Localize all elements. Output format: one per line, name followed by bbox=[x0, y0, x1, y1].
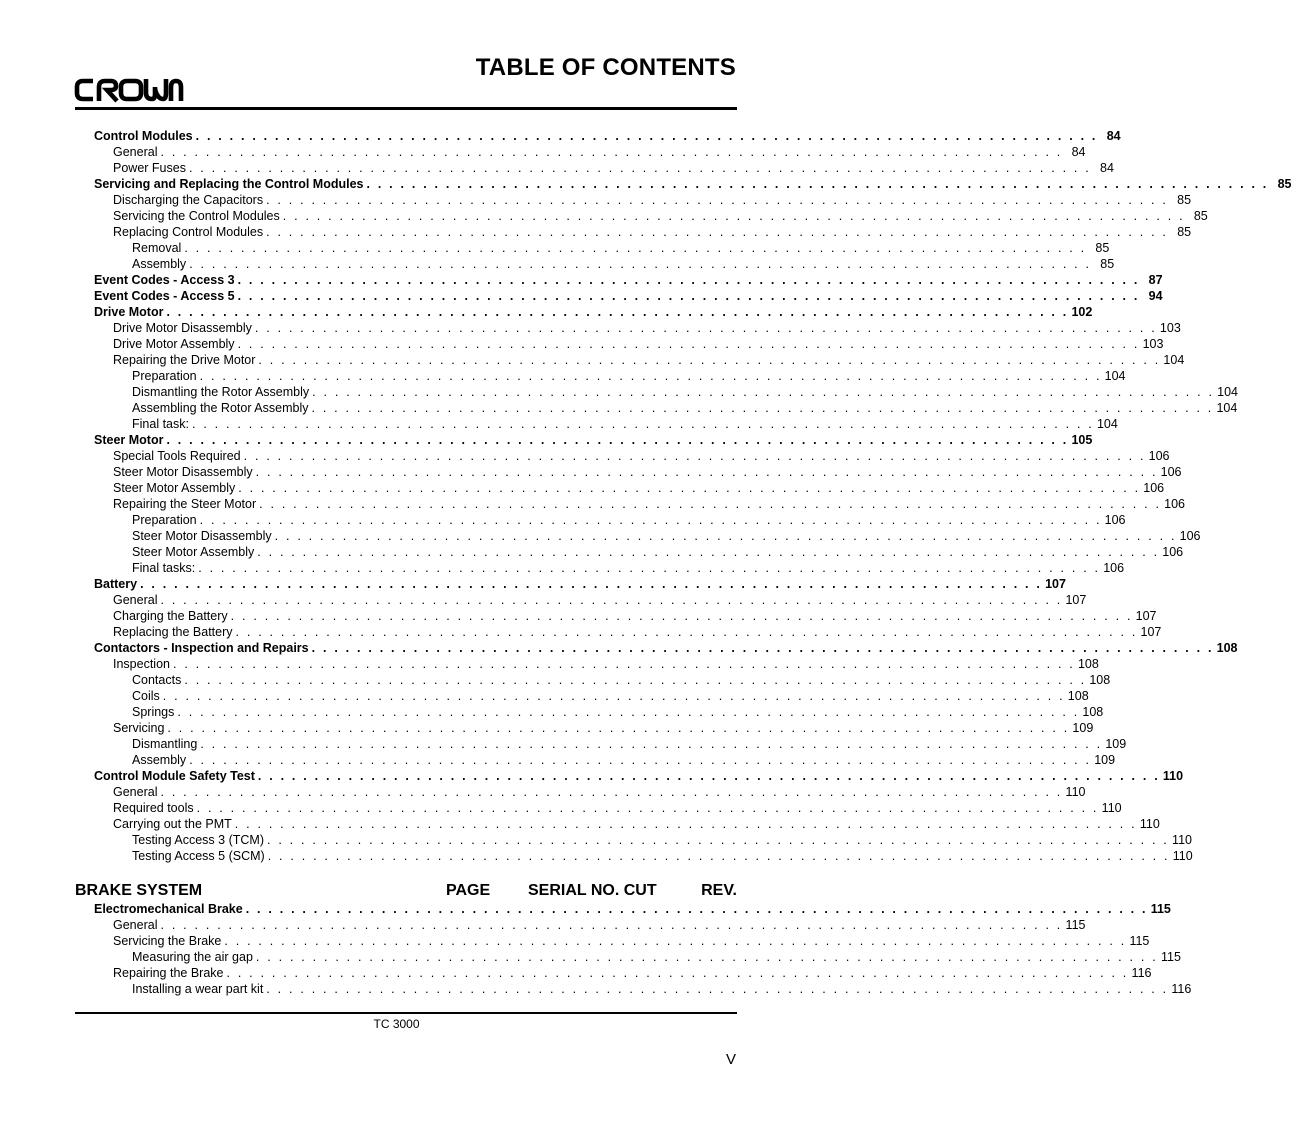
toc-entry-page: 103 bbox=[1142, 337, 1164, 351]
toc-entry[interactable] bbox=[94, 400, 1238, 416]
toc-entry-title: Event Codes - Access 3 bbox=[94, 273, 235, 287]
toc-entry-page: 104 bbox=[1096, 417, 1118, 431]
dot-leader: . . . . . . . . . . . . . . . . . . . . . . . . . . . . . . . . . . . . . . . . . . . . . . . . . . . . . . . . . . . . . . . . . . . . . . . . . . . . . . . . bbox=[160, 145, 1063, 159]
toc-entry-title: Coils bbox=[132, 689, 160, 703]
dot-leader: . . . . . . . . . . . . . . . . . . . . . . . . . . . . . . . . . . . . . . . . . . . . . . . . . . . . . . . . . . . . . . . . . . . . . . . . . . . . . . . . bbox=[235, 625, 1138, 639]
toc-entry[interactable] bbox=[94, 800, 1122, 816]
dot-leader: . . . . . . . . . . . . . . . . . . . . . . . . . . . . . . . . . . . . . . . . . . . . . . . . . . . . . . . . . . . . . . . . . . . . . . . . . . . . . . . . bbox=[257, 545, 1160, 559]
toc-entry-title: Assembly bbox=[132, 753, 187, 767]
toc-entry-title: Springs bbox=[132, 705, 175, 719]
toc-entry-page: 116 bbox=[1171, 982, 1192, 996]
dot-leader: . . . . . . . . . . . . . . . . . . . . . . . . . . . . . . . . . . . . . . . . . . . . . . . . . . . . . . . . . . . . . . . . . . . . . . . . . . . . . . . . bbox=[184, 241, 1087, 255]
dot-leader: . . . . . . . . . . . . . . . . . . . . . . . . . . . . . . . . . . . . . . . . . . . . . . . . . . . . . . . . . . . . . . . . . . . . . . . . . . . . . . . . bbox=[237, 289, 1140, 303]
toc-entry[interactable] bbox=[94, 432, 1093, 448]
dot-leader: . . . . . . . . . . . . . . . . . . . . . . . . . . . . . . . . . . . . . . . . . . . . . . . . . . . . . . . . . . . . . . . . . . . . . . . . . . . . . . . . bbox=[160, 918, 1063, 932]
dot-leader: . . . . . . . . . . . . . . . . . . . . . . . . . . . . . . . . . . . . . . . . . . . . . . . . . . . . . . . . . . . . . . . . . . . . . . . . . . . . . . . . bbox=[267, 849, 1170, 863]
toc-entry[interactable] bbox=[94, 965, 1152, 981]
toc-entry-page: 105 bbox=[1071, 433, 1093, 447]
toc-entry-page: 116 bbox=[1131, 966, 1152, 980]
toc-entry-title: Assembly bbox=[132, 257, 187, 271]
toc-entry-title: Charging the Battery bbox=[113, 609, 228, 623]
toc-entry-title: Required tools bbox=[113, 801, 194, 815]
toc-entry[interactable] bbox=[94, 608, 1157, 624]
toc-entry-page: 106 bbox=[1162, 545, 1184, 559]
toc-entry-title: Repairing the Drive Motor bbox=[113, 353, 256, 367]
dot-leader: . . . . . . . . . . . . . . . . . . . . . . . . . . . . . . . . . . . . . . . . . . . . . . . . . . . . . . . . . . . . . . . . . . . . . . . . . . . . . . . . bbox=[160, 593, 1063, 607]
toc-entry-title: Electromechanical Brake bbox=[94, 902, 243, 916]
toc-entry[interactable] bbox=[94, 656, 1099, 672]
toc-entry-page: 102 bbox=[1071, 305, 1093, 319]
toc-entry[interactable] bbox=[94, 576, 1066, 592]
header-rule bbox=[75, 107, 737, 110]
toc-entry-page: 108 bbox=[1089, 673, 1111, 687]
toc-entry[interactable] bbox=[94, 368, 1126, 384]
dot-leader: . . . . . . . . . . . . . . . . . . . . . . . . . . . . . . . . . . . . . . . . . . . . . . . . . . . . . . . . . . . . . . . . . . . . . . . . . . . . . . . . bbox=[224, 934, 1127, 948]
toc-entry-title: Installing a wear part kit bbox=[132, 982, 264, 996]
toc-entry[interactable] bbox=[94, 240, 1110, 256]
toc-entry-title: Replacing Control Modules bbox=[113, 225, 264, 239]
dot-leader: . . . . . . . . . . . . . . . . . . . . . . . . . . . . . . . . . . . . . . . . . . . . . . . . . . . . . . . . . . . . . . . . . . . . . . . . . . . . . . . . bbox=[196, 801, 1099, 815]
dot-leader: . . . . . . . . . . . . . . . . . . . . . . . . . . . . . . . . . . . . . . . . . . . . . . . . . . . . . . . . . . . . . . . . . . . . . . . . . . . . . . . . bbox=[189, 257, 1092, 271]
toc-entry-title: General bbox=[113, 593, 158, 607]
toc-entry[interactable] bbox=[94, 272, 1163, 288]
toc-entry-title: Preparation bbox=[132, 369, 197, 383]
toc-entry-page: 109 bbox=[1072, 721, 1094, 735]
dot-leader: . . . . . . . . . . . . . . . . . . . . . . . . . . . . . . . . . . . . . . . . . . . . . . . . . . . . . . . . . . . . . . . . . . . . . . . . . . . . . . . . bbox=[266, 225, 1169, 239]
footer-model: TC 3000 bbox=[373, 1017, 420, 1031]
toc-entry-title: Inspection bbox=[113, 657, 170, 671]
toc-entry[interactable] bbox=[94, 528, 1201, 544]
dot-leader: . . . . . . . . . . . . . . . . . . . . . . . . . . . . . . . . . . . . . . . . . . . . . . . . . . . . . . . . . . . . . . . . . . . . . . . . . . . . . . . . bbox=[160, 785, 1063, 799]
toc-entry-page: 87 bbox=[1148, 273, 1163, 287]
toc-entry-title: Drive Motor Assembly bbox=[113, 337, 235, 351]
toc-entry[interactable] bbox=[94, 416, 1118, 432]
toc-entry-page: 85 bbox=[1177, 225, 1192, 239]
dot-leader: . . . . . . . . . . . . . . . . . . . . . . . . . . . . . . . . . . . . . . . . . . . . . . . . . . . . . . . . . . . . . . . . . . . . . . . . . . . . . . . . bbox=[255, 465, 1158, 479]
toc-entry-title: Battery bbox=[94, 577, 138, 591]
crown-logo bbox=[74, 76, 184, 104]
page-number: V bbox=[725, 1051, 736, 1068]
toc-entry-title: General bbox=[113, 145, 158, 159]
toc-entry-title: Dismantling bbox=[132, 737, 198, 751]
toc-entry-page: 110 bbox=[1172, 849, 1193, 863]
toc-entry[interactable] bbox=[94, 304, 1093, 320]
toc-entry-title: Removal bbox=[132, 241, 182, 255]
toc-entry-page: 107 bbox=[1135, 609, 1157, 623]
toc-entry[interactable] bbox=[94, 256, 1115, 272]
toc-entry[interactable] bbox=[94, 208, 1208, 224]
dot-leader: . . . . . . . . . . . . . . . . . . . . . . . . . . . . . . . . . . . . . . . . . . . . . . . . . . . . . . . . . . . . . . . . . . . . . . . . . . . . . . . . bbox=[257, 769, 1160, 783]
page-column-label: PAGE bbox=[446, 882, 491, 899]
dot-leader: . . . . . . . . . . . . . . . . . . . . . . . . . . . . . . . . . . . . . . . . . . . . . . . . . . . . . . . . . . . . . . . . . . . . . . . . . . . . . . . . bbox=[189, 753, 1092, 767]
toc-entry-title: Testing Access 3 (TCM) bbox=[132, 833, 264, 847]
toc-entry-title: Servicing the Brake bbox=[113, 934, 222, 948]
toc-entry-title: Repairing the Brake bbox=[113, 966, 224, 980]
toc-entry-page: 106 bbox=[1104, 513, 1126, 527]
toc-entry[interactable] bbox=[94, 448, 1170, 464]
toc-entry-page: 115 bbox=[1129, 934, 1150, 948]
toc-entry[interactable] bbox=[94, 192, 1192, 208]
toc-entry-page: 108 bbox=[1216, 641, 1238, 655]
toc-entry-page: 106 bbox=[1143, 481, 1165, 495]
toc-entry-title: Servicing bbox=[113, 721, 165, 735]
dot-leader: . . . . . . . . . . . . . . . . . . . . . . . . . . . . . . . . . . . . . . . . . . . . . . . . . . . . . . . . . . . . . . . . . . . . . . . . . . . . . . . . bbox=[237, 337, 1140, 351]
dot-leader: . . . . . . . . . . . . . . . . . . . . . . . . . . . . . . . . . . . . . . . . . . . . . . . . . . . . . . . . . . . . . . . . . . . . . . . . . . . . . . . . bbox=[167, 721, 1070, 735]
toc-entry-page: 85 bbox=[1100, 257, 1115, 271]
dot-leader: . . . . . . . . . . . . . . . . . . . . . . . . . . . . . . . . . . . . . . . . . . . . . . . . . . . . . . . . . . . . . . . . . . . . . . . . . . . . . . . . bbox=[172, 657, 1075, 671]
toc-entry[interactable] bbox=[94, 496, 1185, 512]
toc-entry-page: 85 bbox=[1193, 209, 1208, 223]
dot-leader: . . . . . . . . . . . . . . . . . . . . . . . . . . . . . . . . . . . . . . . . . . . . . . . . . . . . . . . . . . . . . . . . . . . . . . . . . . . . . . . . bbox=[312, 385, 1215, 399]
dot-leader: . . . . . . . . . . . . . . . . . . . . . . . . . . . . . . . . . . . . . . . . . . . . . . . . . . . . . . . . . . . . . . . . . . . . . . . . . . . . . . . . bbox=[266, 982, 1169, 996]
toc-entry-page: 84 bbox=[1071, 145, 1086, 159]
dot-leader: . . . . . . . . . . . . . . . . . . . . . . . . . . . . . . . . . . . . . . . . . . . . . . . . . . . . . . . . . . . . . . . . . . . . . . . . . . . . . . . . bbox=[184, 673, 1087, 687]
table-of-contents bbox=[94, 128, 1291, 864]
toc-entry-title: Assembling the Rotor Assembly bbox=[132, 401, 309, 415]
toc-entry-title: Discharging the Capacitors bbox=[113, 193, 264, 207]
toc-entry[interactable] bbox=[94, 704, 1104, 720]
toc-entry-page: 106 bbox=[1179, 529, 1201, 543]
dot-leader: . . . . . . . . . . . . . . . . . . . . . . . . . . . . . . . . . . . . . . . . . . . . . . . . . . . . . . . . . . . . . . . . . . . . . . . . . . . . . . . . bbox=[366, 177, 1269, 191]
toc-entry[interactable] bbox=[94, 981, 1192, 997]
toc-entry[interactable] bbox=[94, 901, 1171, 917]
toc-entry[interactable] bbox=[94, 784, 1086, 800]
dot-leader: . . . . . . . . . . . . . . . . . . . . . . . . . . . . . . . . . . . . . . . . . . . . . . . . . . . . . . . . . . . . . . . . . . . . . . . . . . . . . . . . bbox=[166, 305, 1069, 319]
toc-entry-page: 85 bbox=[1277, 177, 1291, 191]
toc-entry[interactable] bbox=[94, 816, 1160, 832]
dot-leader: . . . . . . . . . . . . . . . . . . . . . . . . . . . . . . . . . . . . . . . . . . . . . . . . . . . . . . . . . . . . . . . . . . . . . . . . . . . . . . . . bbox=[199, 513, 1102, 527]
toc-entry-title: Measuring the air gap bbox=[132, 950, 253, 964]
toc-entry[interactable] bbox=[94, 768, 1184, 784]
dot-leader: . . . . . . . . . . . . . . . . . . . . . . . . . . . . . . . . . . . . . . . . . . . . . . . . . . . . . . . . . . . . . . . . . . . . . . . . . . . . . . . . bbox=[258, 353, 1161, 367]
dot-leader: . . . . . . . . . . . . . . . . . . . . . . . . . . . . . . . . . . . . . . . . . . . . . . . . . . . . . . . . . . . . . . . . . . . . . . . . . . . . . . . . bbox=[195, 129, 1098, 143]
toc-entry[interactable] bbox=[94, 560, 1125, 576]
dot-leader: . . . . . . . . . . . . . . . . . . . . . . . . . . . . . . . . . . . . . . . . . . . . . . . . . . . . . . . . . . . . . . . . . . . . . . . . . . . . . . . . bbox=[162, 689, 1065, 703]
dot-leader: . . . . . . . . . . . . . . . . . . . . . . . . . . . . . . . . . . . . . . . . . . . . . . . . . . . . . . . . . . . . . . . . . . . . . . . . . . . . . . . . bbox=[198, 561, 1101, 575]
toc-entry-page: 110 bbox=[1101, 801, 1122, 815]
toc-entry[interactable] bbox=[94, 352, 1185, 368]
toc-entry-page: 110 bbox=[1065, 785, 1086, 799]
toc-entry-title: Replacing the Battery bbox=[113, 625, 233, 639]
toc-entry-page: 104 bbox=[1104, 369, 1126, 383]
toc-entry-title: Preparation bbox=[132, 513, 197, 527]
dot-leader: . . . . . . . . . . . . . . . . . . . . . . . . . . . . . . . . . . . . . . . . . . . . . . . . . . . . . . . . . . . . . . . . . . . . . . . . . . . . . . . . bbox=[226, 966, 1129, 980]
toc-entry-page: 110 bbox=[1139, 817, 1160, 831]
toc-entry-page: 110 bbox=[1172, 833, 1192, 847]
section-title: BRAKE SYSTEM bbox=[75, 882, 203, 899]
toc-entry-page: 85 bbox=[1177, 193, 1192, 207]
toc-entry[interactable] bbox=[94, 592, 1087, 608]
toc-entry-title: Contactors - Inspection and Repairs bbox=[94, 641, 309, 655]
toc-entry[interactable] bbox=[94, 464, 1182, 480]
dot-leader: . . . . . . . . . . . . . . . . . . . . . . . . . . . . . . . . . . . . . . . . . . . . . . . . . . . . . . . . . . . . . . . . . . . . . . . . . . . . . . . . bbox=[166, 433, 1069, 447]
toc-entry[interactable] bbox=[94, 336, 1164, 352]
dot-leader: . . . . . . . . . . . . . . . . . . . . . . . . . . . . . . . . . . . . . . . . . . . . . . . . . . . . . . . . . . . . . . . . . . . . . . . . . . . . . . . . bbox=[245, 902, 1148, 916]
toc-entry[interactable] bbox=[94, 933, 1150, 949]
toc-entry-title: General bbox=[113, 785, 158, 799]
dot-leader: . . . . . . . . . . . . . . . . . . . . . . . . . . . . . . . . . . . . . . . . . . . . . . . . . . . . . . . . . . . . . . . . . . . . . . . . . . . . . . . . bbox=[177, 705, 1080, 719]
toc-entry[interactable] bbox=[94, 688, 1089, 704]
toc-entry[interactable] bbox=[94, 160, 1114, 176]
toc-entry-page: 94 bbox=[1148, 289, 1163, 303]
toc-entry-page: 84 bbox=[1106, 129, 1121, 143]
toc-entry[interactable] bbox=[94, 288, 1163, 304]
toc-entry[interactable] bbox=[94, 384, 1239, 400]
toc-entry-page: 107 bbox=[1045, 577, 1066, 591]
dot-leader: . . . . . . . . . . . . . . . . . . . . . . . . . . . . . . . . . . . . . . . . . . . . . . . . . . . . . . . . . . . . . . . . . . . . . . . . . . . . . . . . bbox=[255, 950, 1158, 964]
toc-entry-title: Dismantling the Rotor Assembly bbox=[132, 385, 310, 399]
toc-entry[interactable] bbox=[94, 224, 1192, 240]
toc-entry[interactable] bbox=[94, 736, 1127, 752]
toc-entry-page: 115 bbox=[1160, 950, 1181, 964]
toc-entry-page: 108 bbox=[1067, 689, 1089, 703]
toc-entry-title: Carrying out the PMT bbox=[113, 817, 232, 831]
toc-entry-title: Control Module Safety Test bbox=[94, 769, 255, 783]
toc-entry-title: Final tasks: bbox=[132, 561, 196, 575]
toc-entry-page: 109 bbox=[1094, 753, 1116, 767]
dot-leader: . . . . . . . . . . . . . . . . . . . . . . . . . . . . . . . . . . . . . . . . . . . . . . . . . . . . . . . . . . . . . . . . . . . . . . . . . . . . . . . . bbox=[311, 641, 1214, 655]
toc-entry-title: Drive Motor Disassembly bbox=[113, 321, 252, 335]
toc-entry-page: 115 bbox=[1150, 902, 1171, 916]
dot-leader: . . . . . . . . . . . . . . . . . . . . . . . . . . . . . . . . . . . . . . . . . . . . . . . . . . . . . . . . . . . . . . . . . . . . . . . . . . . . . . . . bbox=[200, 737, 1103, 751]
toc-entry-title: Testing Access 5 (SCM) bbox=[132, 849, 265, 863]
toc-entry[interactable] bbox=[94, 512, 1126, 528]
dot-leader: . . . . . . . . . . . . . . . . . . . . . . . . . . . . . . . . . . . . . . . . . . . . . . . . . . . . . . . . . . . . . . . . . . . . . . . . . . . . . . . . bbox=[140, 577, 1043, 591]
toc-entry-page: 109 bbox=[1105, 737, 1127, 751]
dot-leader: . . . . . . . . . . . . . . . . . . . . . . . . . . . . . . . . . . . . . . . . . . . . . . . . . . . . . . . . . . . . . . . . . . . . . . . . . . . . . . . . bbox=[311, 401, 1214, 415]
toc-entry-title: Event Codes - Access 5 bbox=[94, 289, 235, 303]
dot-leader: . . . . . . . . . . . . . . . . . . . . . . . . . . . . . . . . . . . . . . . . . . . . . . . . . . . . . . . . . . . . . . . . . . . . . . . . . . . . . . . . bbox=[191, 417, 1094, 431]
toc-entry[interactable] bbox=[94, 949, 1181, 965]
toc-entry-page: 103 bbox=[1159, 321, 1181, 335]
toc-entry-title: Steer Motor Disassembly bbox=[113, 465, 253, 479]
serial-column-label: SERIAL NO. CUT bbox=[528, 882, 657, 899]
dot-leader: . . . . . . . . . . . . . . . . . . . . . . . . . . . . . . . . . . . . . . . . . . . . . . . . . . . . . . . . . . . . . . . . . . . . . . . . . . . . . . . . bbox=[254, 321, 1157, 335]
dot-leader: . . . . . . . . . . . . . . . . . . . . . . . . . . . . . . . . . . . . . . . . . . . . . . . . . . . . . . . . . . . . . . . . . . . . . . . . . . . . . . . . bbox=[266, 833, 1169, 847]
toc-entry-title: Final task: bbox=[132, 417, 189, 431]
page-title: TABLE OF CONTENTS bbox=[475, 54, 736, 81]
dot-leader: . . . . . . . . . . . . . . . . . . . . . . . . . . . . . . . . . . . . . . . . . . . . . . . . . . . . . . . . . . . . . . . . . . . . . . . . . . . . . . . . bbox=[266, 193, 1169, 207]
toc-entry[interactable] bbox=[94, 480, 1165, 496]
toc-entry-title: Steer Motor Disassembly bbox=[132, 529, 272, 543]
toc-entry[interactable] bbox=[94, 752, 1116, 768]
toc-entry[interactable] bbox=[94, 848, 1193, 864]
toc-entry-title: Servicing the Control Modules bbox=[113, 209, 280, 223]
toc-entry-page: 107 bbox=[1065, 593, 1087, 607]
toc-entry[interactable] bbox=[94, 320, 1181, 336]
toc-entry-title: Steer Motor bbox=[94, 433, 164, 447]
toc-entry[interactable] bbox=[94, 544, 1184, 560]
toc-entry[interactable] bbox=[94, 720, 1094, 736]
toc-entry-title: Steer Motor Assembly bbox=[132, 545, 255, 559]
footer-rule bbox=[75, 1012, 737, 1014]
toc-entry-title: General bbox=[113, 918, 158, 932]
toc-entry[interactable] bbox=[94, 144, 1086, 160]
toc-entry-title: Power Fuses bbox=[113, 161, 186, 175]
toc-entry-page: 106 bbox=[1160, 465, 1182, 479]
toc-entry[interactable] bbox=[94, 917, 1086, 933]
toc-entry-title: Special Tools Required bbox=[113, 449, 241, 463]
toc-entry-page: 108 bbox=[1082, 705, 1104, 719]
toc-entry-page: 106 bbox=[1148, 449, 1170, 463]
toc-entry-page: 106 bbox=[1164, 497, 1185, 511]
toc-entry[interactable] bbox=[94, 176, 1291, 192]
toc-entry[interactable] bbox=[94, 640, 1238, 656]
toc-entry-title: Steer Motor Assembly bbox=[113, 481, 236, 495]
toc-entry[interactable] bbox=[94, 672, 1111, 688]
toc-entry-page: 85 bbox=[1095, 241, 1110, 255]
toc-entry-page: 104 bbox=[1217, 385, 1239, 399]
dot-leader: . . . . . . . . . . . . . . . . . . . . . . . . . . . . . . . . . . . . . . . . . . . . . . . . . . . . . . . . . . . . . . . . . . . . . . . . . . . . . . . . bbox=[237, 273, 1140, 287]
toc-entry-page: 104 bbox=[1163, 353, 1185, 367]
toc-entry-page: 115 bbox=[1065, 918, 1086, 932]
dot-leader: . . . . . . . . . . . . . . . . . . . . . . . . . . . . . . . . . . . . . . . . . . . . . . . . . . . . . . . . . . . . . . . . . . . . . . . . . . . . . . . . bbox=[188, 161, 1091, 175]
toc-entry-page: 84 bbox=[1100, 161, 1114, 175]
toc-entry[interactable] bbox=[94, 832, 1192, 848]
dot-leader: . . . . . . . . . . . . . . . . . . . . . . . . . . . . . . . . . . . . . . . . . . . . . . . . . . . . . . . . . . . . . . . . . . . . . . . . . . . . . . . . bbox=[199, 369, 1102, 383]
toc-entry[interactable] bbox=[94, 128, 1121, 144]
dot-leader: . . . . . . . . . . . . . . . . . . . . . . . . . . . . . . . . . . . . . . . . . . . . . . . . . . . . . . . . . . . . . . . . . . . . . . . . . . . . . . . . bbox=[230, 609, 1133, 623]
rev-column-label: REV. bbox=[701, 882, 737, 899]
dot-leader: . . . . . . . . . . . . . . . . . . . . . . . . . . . . . . . . . . . . . . . . . . . . . . . . . . . . . . . . . . . . . . . . . . . . . . . . . . . . . . . . bbox=[282, 209, 1185, 223]
toc-entry-page: 104 bbox=[1216, 401, 1238, 415]
toc-entry-page: 108 bbox=[1077, 657, 1099, 671]
dot-leader: . . . . . . . . . . . . . . . . . . . . . . . . . . . . . . . . . . . . . . . . . . . . . . . . . . . . . . . . . . . . . . . . . . . . . . . . . . . . . . . . bbox=[243, 449, 1146, 463]
dot-leader: . . . . . . . . . . . . . . . . . . . . . . . . . . . . . . . . . . . . . . . . . . . . . . . . . . . . . . . . . . . . . . . . . . . . . . . . . . . . . . . . bbox=[259, 497, 1162, 511]
brake-system-contents bbox=[94, 901, 1192, 997]
section-header bbox=[75, 882, 737, 902]
toc-entry-page: 110 bbox=[1162, 769, 1184, 783]
dot-leader: . . . . . . . . . . . . . . . . . . . . . . . . . . . . . . . . . . . . . . . . . . . . . . . . . . . . . . . . . . . . . . . . . . . . . . . . . . . . . . . . bbox=[234, 817, 1137, 831]
dot-leader: . . . . . . . . . . . . . . . . . . . . . . . . . . . . . . . . . . . . . . . . . . . . . . . . . . . . . . . . . . . . . . . . . . . . . . . . . . . . . . . . bbox=[274, 529, 1177, 543]
toc-entry-title: Drive Motor bbox=[94, 305, 164, 319]
toc-entry-page: 106 bbox=[1103, 561, 1125, 575]
dot-leader: . . . . . . . . . . . . . . . . . . . . . . . . . . . . . . . . . . . . . . . . . . . . . . . . . . . . . . . . . . . . . . . . . . . . . . . . . . . . . . . . bbox=[238, 481, 1141, 495]
toc-entry-title: Servicing and Replacing the Control Modules bbox=[94, 177, 364, 191]
toc-entry-title: Repairing the Steer Motor bbox=[113, 497, 257, 511]
toc-entry-title: Control Modules bbox=[94, 129, 193, 143]
toc-entry[interactable] bbox=[94, 624, 1162, 640]
toc-entry-title: Contacts bbox=[132, 673, 182, 687]
toc-entry-page: 107 bbox=[1140, 625, 1162, 639]
